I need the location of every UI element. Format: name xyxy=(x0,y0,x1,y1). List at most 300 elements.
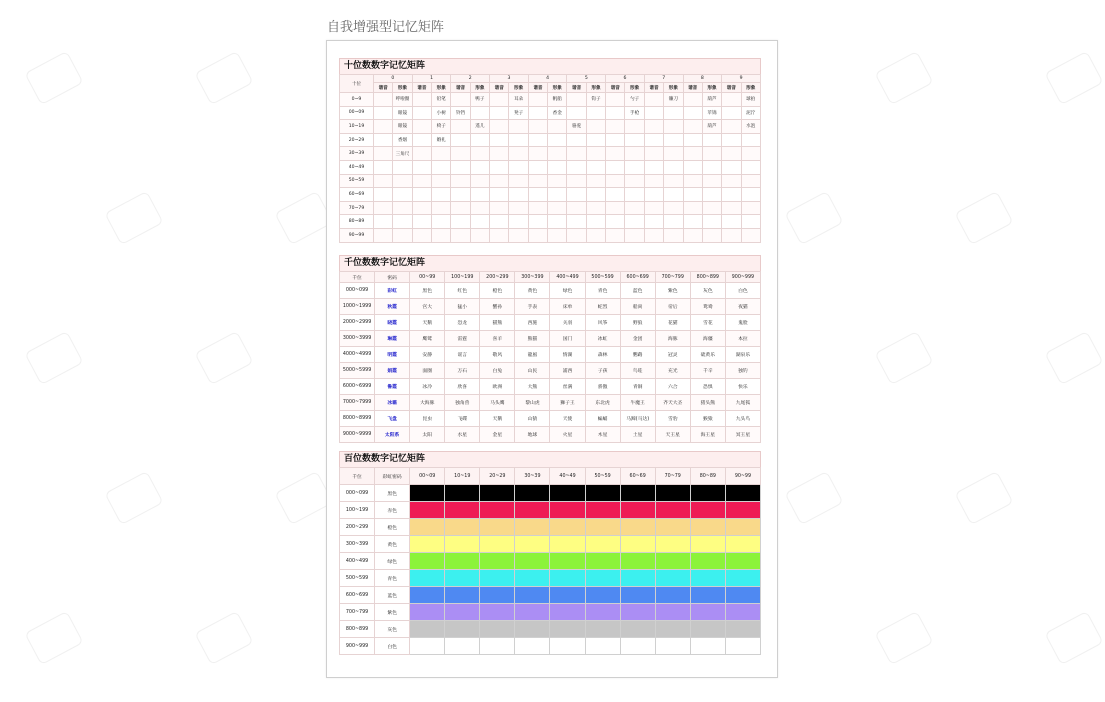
thousands-cell[interactable]: 硫黄乐 xyxy=(690,347,725,363)
thousands-cell[interactable]: 欧洲 xyxy=(480,379,515,395)
tens-cell[interactable] xyxy=(509,215,528,229)
tens-cell[interactable] xyxy=(644,174,663,188)
thousands-code[interactable]: 太阳系 xyxy=(375,427,410,443)
hundreds-color-swatch[interactable] xyxy=(550,604,585,621)
tens-cell[interactable]: 葫芦 xyxy=(702,120,721,134)
hundreds-color-swatch[interactable] xyxy=(725,502,760,519)
hundreds-color-swatch[interactable] xyxy=(690,553,725,570)
tens-cell[interactable] xyxy=(567,228,586,242)
tens-cell[interactable] xyxy=(664,228,683,242)
tens-cell[interactable] xyxy=(586,160,605,174)
tens-cell[interactable] xyxy=(470,106,489,120)
tens-cell[interactable] xyxy=(644,215,663,229)
hundreds-color-swatch[interactable] xyxy=(655,570,690,587)
thousands-cell[interactable]: 红色 xyxy=(445,283,480,299)
tens-cell[interactable] xyxy=(412,228,431,242)
thousands-cell[interactable]: 情湖 xyxy=(550,347,585,363)
tens-cell[interactable] xyxy=(490,106,509,120)
tens-cell[interactable] xyxy=(664,106,683,120)
thousands-cell[interactable]: 手表 xyxy=(515,299,550,315)
thousands-cell[interactable]: 夜猫 xyxy=(725,299,760,315)
thousands-cell[interactable]: 天王星 xyxy=(655,427,690,443)
tens-cell[interactable] xyxy=(451,201,470,215)
tens-cell[interactable] xyxy=(432,160,451,174)
tens-cell[interactable] xyxy=(722,147,741,161)
tens-cell[interactable]: 香金 xyxy=(548,106,567,120)
thousands-cell[interactable]: 安静 xyxy=(410,347,445,363)
tens-cell[interactable] xyxy=(548,228,567,242)
tens-cell[interactable] xyxy=(606,106,625,120)
thousands-code[interactable]: 秋霞 xyxy=(375,299,410,315)
thousands-cell[interactable]: 猫熊 xyxy=(480,315,515,331)
hundreds-color-swatch[interactable] xyxy=(550,536,585,553)
hundreds-color-swatch[interactable] xyxy=(655,604,690,621)
tens-cell[interactable] xyxy=(412,201,431,215)
hundreds-color-swatch[interactable] xyxy=(480,570,515,587)
tens-cell[interactable] xyxy=(412,147,431,161)
tens-cell[interactable] xyxy=(625,133,644,147)
thousands-cell[interactable]: 黎山虎 xyxy=(515,395,550,411)
tens-cell[interactable] xyxy=(644,120,663,134)
tens-cell[interactable] xyxy=(374,160,393,174)
hundreds-color-swatch[interactable] xyxy=(445,638,480,655)
thousands-cell[interactable]: 土星 xyxy=(620,427,655,443)
tens-cell[interactable] xyxy=(664,147,683,161)
thousands-cell[interactable]: 宫大 xyxy=(410,299,445,315)
thousands-cell[interactable]: 青色 xyxy=(585,283,620,299)
hundreds-color-swatch[interactable] xyxy=(445,604,480,621)
thousands-cell[interactable]: 天使 xyxy=(550,411,585,427)
tens-cell[interactable] xyxy=(567,201,586,215)
thousands-cell[interactable]: 白色 xyxy=(725,283,760,299)
tens-cell[interactable]: 镰刀 xyxy=(664,93,683,107)
thousands-cell[interactable]: 冰虹 xyxy=(585,331,620,347)
thousands-cell[interactable]: 帝后 xyxy=(655,299,690,315)
tens-cell[interactable] xyxy=(412,215,431,229)
tens-cell[interactable] xyxy=(567,215,586,229)
tens-cell[interactable] xyxy=(528,120,547,134)
tens-cell[interactable] xyxy=(548,120,567,134)
thousands-cell[interactable]: 海王星 xyxy=(690,427,725,443)
hundreds-color-swatch[interactable] xyxy=(515,604,550,621)
tens-cell[interactable] xyxy=(432,201,451,215)
thousands-cell[interactable]: 森林 xyxy=(585,347,620,363)
thousands-cell[interactable]: 独钓 xyxy=(725,363,760,379)
hundreds-color-swatch[interactable] xyxy=(620,485,655,502)
tens-cell[interactable]: 眼镜 xyxy=(393,106,412,120)
tens-cell[interactable] xyxy=(470,147,489,161)
thousands-cell[interactable]: 山猿 xyxy=(515,411,550,427)
thousands-code[interactable]: 彩虹 xyxy=(375,283,410,299)
hundreds-color-swatch[interactable] xyxy=(690,621,725,638)
hundreds-color-swatch[interactable] xyxy=(585,502,620,519)
tens-cell[interactable] xyxy=(664,188,683,202)
tens-cell[interactable] xyxy=(741,133,760,147)
tens-cell[interactable] xyxy=(470,188,489,202)
tens-cell[interactable] xyxy=(586,201,605,215)
tens-cell[interactable] xyxy=(741,201,760,215)
thousands-cell[interactable]: 西施 xyxy=(515,315,550,331)
tens-cell[interactable] xyxy=(509,201,528,215)
tens-cell[interactable] xyxy=(625,160,644,174)
tens-cell[interactable] xyxy=(741,147,760,161)
hundreds-color-swatch[interactable] xyxy=(550,638,585,655)
tens-cell[interactable] xyxy=(412,93,431,107)
thousands-cell[interactable]: 船尚 xyxy=(620,299,655,315)
tens-cell[interactable]: 耳朵 xyxy=(509,93,528,107)
tens-cell[interactable] xyxy=(548,188,567,202)
hundreds-color-swatch[interactable] xyxy=(655,519,690,536)
tens-cell[interactable] xyxy=(625,174,644,188)
tens-cell[interactable] xyxy=(509,174,528,188)
hundreds-color-swatch[interactable] xyxy=(725,553,760,570)
tens-cell[interactable] xyxy=(509,133,528,147)
hundreds-color-swatch[interactable] xyxy=(515,587,550,604)
tens-cell[interactable] xyxy=(683,147,702,161)
tens-cell[interactable] xyxy=(490,215,509,229)
hundreds-color-swatch[interactable] xyxy=(445,502,480,519)
thousands-cell[interactable]: 子孩 xyxy=(585,363,620,379)
thousands-code[interactable]: 明霞 xyxy=(375,347,410,363)
hundreds-color-swatch[interactable] xyxy=(725,485,760,502)
tens-cell[interactable] xyxy=(548,133,567,147)
tens-cell[interactable] xyxy=(451,228,470,242)
thousands-cell[interactable]: 猛小 xyxy=(445,299,480,315)
tens-cell[interactable] xyxy=(702,133,721,147)
hundreds-color-swatch[interactable] xyxy=(620,553,655,570)
thousands-cell[interactable]: 千辛 xyxy=(690,363,725,379)
thousands-code[interactable]: 晓霞 xyxy=(375,315,410,331)
tens-cell[interactable] xyxy=(528,133,547,147)
hundreds-color-swatch[interactable] xyxy=(480,604,515,621)
hundreds-color-swatch[interactable] xyxy=(515,553,550,570)
thousands-cell[interactable]: 面圈 xyxy=(410,363,445,379)
tens-cell[interactable]: 香烟 xyxy=(393,133,412,147)
thousands-cell[interactable]: 六合 xyxy=(655,379,690,395)
thousands-cell[interactable]: 本拉 xyxy=(725,331,760,347)
tens-cell[interactable] xyxy=(606,201,625,215)
tens-cell[interactable] xyxy=(664,133,683,147)
thousands-cell[interactable]: 马头鹰 xyxy=(480,395,515,411)
hundreds-color-swatch[interactable] xyxy=(620,604,655,621)
thousands-cell[interactable]: 谣言 xyxy=(445,347,480,363)
tens-cell[interactable] xyxy=(548,160,567,174)
hundreds-color-swatch[interactable] xyxy=(585,587,620,604)
tens-cell[interactable] xyxy=(722,215,741,229)
hundreds-color-swatch[interactable] xyxy=(550,553,585,570)
tens-cell[interactable] xyxy=(606,160,625,174)
hundreds-color-swatch[interactable] xyxy=(480,553,515,570)
hundreds-color-swatch[interactable] xyxy=(725,570,760,587)
tens-cell[interactable] xyxy=(528,147,547,161)
hundreds-color-swatch[interactable] xyxy=(585,570,620,587)
tens-cell[interactable] xyxy=(586,188,605,202)
hundreds-color-swatch[interactable] xyxy=(620,570,655,587)
tens-cell[interactable] xyxy=(722,188,741,202)
tens-cell[interactable] xyxy=(683,201,702,215)
thousands-cell[interactable]: 飞碟 xyxy=(445,411,480,427)
tens-cell[interactable] xyxy=(490,188,509,202)
hundreds-color-swatch[interactable] xyxy=(690,502,725,519)
thousands-cell[interactable]: 蓝色 xyxy=(620,283,655,299)
hundreds-color-swatch[interactable] xyxy=(445,519,480,536)
thousands-cell[interactable]: 恐龙 xyxy=(445,315,480,331)
thousands-cell[interactable]: 万石 xyxy=(445,363,480,379)
hundreds-color-swatch[interactable] xyxy=(410,621,445,638)
tens-cell[interactable] xyxy=(741,228,760,242)
tens-cell[interactable]: 帆船 xyxy=(548,93,567,107)
tens-cell[interactable] xyxy=(644,160,663,174)
tens-cell[interactable] xyxy=(586,215,605,229)
hundreds-color-swatch[interactable] xyxy=(410,570,445,587)
tens-cell[interactable] xyxy=(644,93,663,107)
tens-cell[interactable] xyxy=(528,106,547,120)
tens-cell[interactable] xyxy=(722,228,741,242)
thousands-cell[interactable]: 马蹄(马达) xyxy=(620,411,655,427)
tens-cell[interactable] xyxy=(412,120,431,134)
tens-cell[interactable] xyxy=(451,133,470,147)
tens-cell[interactable] xyxy=(490,160,509,174)
tens-cell[interactable] xyxy=(683,188,702,202)
tens-cell[interactable] xyxy=(451,93,470,107)
thousands-cell[interactable]: 太阳 xyxy=(410,427,445,443)
tens-cell[interactable]: 椅子 xyxy=(432,120,451,134)
tens-cell[interactable] xyxy=(528,160,547,174)
hundreds-color-swatch[interactable] xyxy=(410,638,445,655)
thousands-cell[interactable]: 大熊 xyxy=(515,379,550,395)
hundreds-color-swatch[interactable] xyxy=(690,570,725,587)
thousands-cell[interactable]: 山民 xyxy=(515,363,550,379)
hundreds-color-swatch[interactable] xyxy=(480,485,515,502)
thousands-cell[interactable]: 浦西 xyxy=(550,363,585,379)
tens-cell[interactable] xyxy=(548,174,567,188)
thousands-cell[interactable]: 湖泉乐 xyxy=(725,347,760,363)
tens-cell[interactable] xyxy=(664,160,683,174)
tens-cell[interactable] xyxy=(606,147,625,161)
thousands-cell[interactable]: 鹰鹫 xyxy=(410,331,445,347)
hundreds-color-swatch[interactable] xyxy=(410,553,445,570)
tens-cell[interactable] xyxy=(470,201,489,215)
thousands-cell[interactable]: 猴猿 xyxy=(690,411,725,427)
tens-cell[interactable] xyxy=(664,201,683,215)
tens-cell[interactable] xyxy=(702,215,721,229)
tens-cell[interactable] xyxy=(702,228,721,242)
hundreds-color-swatch[interactable] xyxy=(480,638,515,655)
hundreds-color-swatch[interactable] xyxy=(655,621,690,638)
hundreds-color-swatch[interactable] xyxy=(445,570,480,587)
tens-cell[interactable] xyxy=(490,133,509,147)
tens-cell[interactable] xyxy=(567,188,586,202)
tens-cell[interactable] xyxy=(586,106,605,120)
tens-cell[interactable] xyxy=(567,93,586,107)
thousands-cell[interactable]: 海豚 xyxy=(655,331,690,347)
tens-cell[interactable]: 葫芦 xyxy=(702,93,721,107)
thousands-cell[interactable]: 花猫 xyxy=(655,315,690,331)
tens-cell[interactable]: 眼镜 xyxy=(393,120,412,134)
thousands-cell[interactable]: 熊猫 xyxy=(515,331,550,347)
tens-cell[interactable] xyxy=(606,93,625,107)
tens-cell[interactable]: 凳子 xyxy=(509,106,528,120)
tens-cell[interactable]: 婚礼 xyxy=(432,133,451,147)
hundreds-color-swatch[interactable] xyxy=(620,638,655,655)
hundreds-color-swatch[interactable] xyxy=(585,536,620,553)
tens-cell[interactable] xyxy=(683,133,702,147)
tens-cell[interactable] xyxy=(644,133,663,147)
tens-cell[interactable] xyxy=(567,147,586,161)
thousands-cell[interactable]: 黄色 xyxy=(515,283,550,299)
thousands-cell[interactable]: 冰冷 xyxy=(410,379,445,395)
tens-cell[interactable]: 遥儿 xyxy=(470,120,489,134)
tens-cell[interactable] xyxy=(528,228,547,242)
thousands-cell[interactable]: 白兔 xyxy=(480,363,515,379)
tens-cell[interactable] xyxy=(683,174,702,188)
tens-cell[interactable] xyxy=(509,120,528,134)
tens-cell[interactable] xyxy=(509,228,528,242)
thousands-cell[interactable]: 鹦鹉 xyxy=(620,347,655,363)
thousands-cell[interactable]: 大海豚 xyxy=(410,395,445,411)
thousands-cell[interactable]: 青铜 xyxy=(620,379,655,395)
tens-cell[interactable] xyxy=(664,120,683,134)
thousands-cell[interactable]: 海疆 xyxy=(690,331,725,347)
thousands-cell[interactable]: 鸳鸯 xyxy=(690,299,725,315)
tens-cell[interactable]: 呼啦圈 xyxy=(393,93,412,107)
thousands-cell[interactable]: 冠灵 xyxy=(655,347,690,363)
hundreds-color-swatch[interactable] xyxy=(480,587,515,604)
tens-cell[interactable]: 小树 xyxy=(432,106,451,120)
hundreds-color-swatch[interactable] xyxy=(585,604,620,621)
thousands-cell[interactable]: 骄傲 xyxy=(585,379,620,395)
hundreds-color-swatch[interactable] xyxy=(725,638,760,655)
thousands-code[interactable]: 冰霜 xyxy=(375,395,410,411)
hundreds-color-swatch[interactable] xyxy=(480,621,515,638)
thousands-cell[interactable]: 风筝 xyxy=(585,315,620,331)
hundreds-color-swatch[interactable] xyxy=(515,638,550,655)
hundreds-color-swatch[interactable] xyxy=(550,485,585,502)
tens-cell[interactable] xyxy=(702,188,721,202)
tens-cell[interactable] xyxy=(625,215,644,229)
hundreds-color-swatch[interactable] xyxy=(655,536,690,553)
tens-cell[interactable] xyxy=(625,228,644,242)
hundreds-color-swatch[interactable] xyxy=(410,587,445,604)
tens-cell[interactable] xyxy=(412,106,431,120)
tens-cell[interactable] xyxy=(644,228,663,242)
tens-cell[interactable] xyxy=(722,120,741,134)
tens-cell[interactable] xyxy=(702,160,721,174)
tens-cell[interactable] xyxy=(528,174,547,188)
thousands-code[interactable]: 飞盘 xyxy=(375,411,410,427)
hundreds-color-swatch[interactable] xyxy=(445,485,480,502)
thousands-cell[interactable]: 充光 xyxy=(655,363,690,379)
tens-cell[interactable] xyxy=(567,106,586,120)
hundreds-color-swatch[interactable] xyxy=(620,519,655,536)
hundreds-color-swatch[interactable] xyxy=(585,553,620,570)
hundreds-color-swatch[interactable] xyxy=(550,621,585,638)
tens-cell[interactable] xyxy=(470,133,489,147)
tens-cell[interactable]: 苹锦 xyxy=(702,106,721,120)
tens-cell[interactable]: 铅笔 xyxy=(432,93,451,107)
tens-cell[interactable] xyxy=(741,160,760,174)
hundreds-color-swatch[interactable] xyxy=(620,502,655,519)
tens-cell[interactable] xyxy=(548,215,567,229)
tens-cell[interactable] xyxy=(606,174,625,188)
thousands-cell[interactable]: 关羽 xyxy=(550,315,585,331)
thousands-cell[interactable]: 天鹅 xyxy=(410,315,445,331)
tens-cell[interactable] xyxy=(432,188,451,202)
tens-cell[interactable] xyxy=(586,133,605,147)
tens-cell[interactable] xyxy=(412,188,431,202)
hundreds-color-swatch[interactable] xyxy=(550,502,585,519)
thousands-cell[interactable]: 灰色 xyxy=(690,283,725,299)
tens-cell[interactable] xyxy=(490,201,509,215)
thousands-cell[interactable]: 雪豹 xyxy=(655,411,690,427)
thousands-cell[interactable]: 雪花 xyxy=(690,315,725,331)
thousands-cell[interactable]: 地球 xyxy=(515,427,550,443)
thousands-code[interactable]: 琳霞 xyxy=(375,331,410,347)
hundreds-color-swatch[interactable] xyxy=(725,621,760,638)
hundreds-color-swatch[interactable] xyxy=(690,638,725,655)
hundreds-color-swatch[interactable] xyxy=(515,519,550,536)
tens-cell[interactable] xyxy=(722,93,741,107)
tens-cell[interactable] xyxy=(432,174,451,188)
hundreds-color-swatch[interactable] xyxy=(655,587,690,604)
tens-cell[interactable] xyxy=(741,174,760,188)
hundreds-color-swatch[interactable] xyxy=(550,587,585,604)
tens-cell[interactable] xyxy=(664,215,683,229)
thousands-cell[interactable]: 丝满 xyxy=(550,379,585,395)
tens-cell[interactable] xyxy=(374,147,393,161)
tens-cell[interactable] xyxy=(412,160,431,174)
thousands-cell[interactable]: 九头鸟 xyxy=(725,411,760,427)
tens-cell[interactable] xyxy=(683,93,702,107)
tens-cell[interactable] xyxy=(702,174,721,188)
thousands-cell[interactable]: 快乐 xyxy=(725,379,760,395)
tens-cell[interactable] xyxy=(528,215,547,229)
thousands-cell[interactable]: 冥王星 xyxy=(725,427,760,443)
tens-cell[interactable] xyxy=(722,133,741,147)
tens-cell[interactable] xyxy=(393,174,412,188)
tens-cell[interactable]: 水泡 xyxy=(741,120,760,134)
hundreds-color-swatch[interactable] xyxy=(515,621,550,638)
thousands-cell[interactable]: 鸟哇 xyxy=(620,363,655,379)
thousands-cell[interactable]: 齐天大圣 xyxy=(655,395,690,411)
hundreds-color-swatch[interactable] xyxy=(655,553,690,570)
tens-cell[interactable] xyxy=(722,106,741,120)
thousands-cell[interactable]: 东北虎 xyxy=(585,395,620,411)
tens-cell[interactable] xyxy=(625,120,644,134)
tens-cell[interactable] xyxy=(625,201,644,215)
document-page[interactable] xyxy=(326,40,778,678)
tens-cell[interactable] xyxy=(432,147,451,161)
thousands-cell[interactable]: 金星 xyxy=(480,427,515,443)
tens-cell[interactable]: 铃铛 xyxy=(451,106,470,120)
tens-cell[interactable] xyxy=(470,160,489,174)
thousands-code[interactable]: 娟霞 xyxy=(375,363,410,379)
tens-cell[interactable] xyxy=(490,93,509,107)
tens-cell[interactable] xyxy=(644,106,663,120)
tens-cell[interactable] xyxy=(702,201,721,215)
thousands-cell[interactable]: 狮子王 xyxy=(550,395,585,411)
tens-cell[interactable]: 骆驼 xyxy=(567,120,586,134)
hundreds-color-swatch[interactable] xyxy=(445,587,480,604)
tens-cell[interactable] xyxy=(470,228,489,242)
thousands-cell[interactable]: 紫色 xyxy=(655,283,690,299)
tens-cell[interactable] xyxy=(509,147,528,161)
tens-cell[interactable] xyxy=(393,160,412,174)
thousands-cell[interactable]: 牛魔王 xyxy=(620,395,655,411)
tens-cell[interactable] xyxy=(683,228,702,242)
tens-cell[interactable] xyxy=(393,201,412,215)
tens-cell[interactable] xyxy=(490,120,509,134)
